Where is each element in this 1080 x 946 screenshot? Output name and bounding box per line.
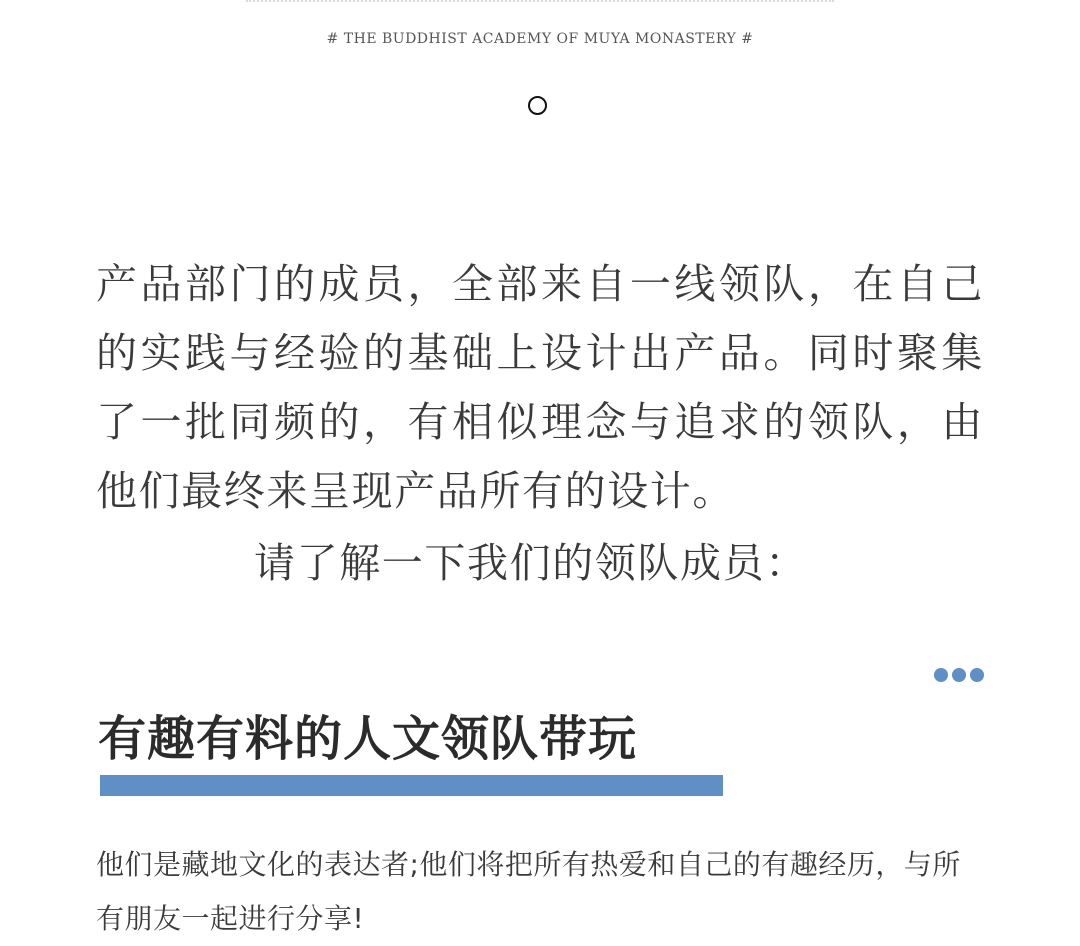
academy-title: # THE BUDDHIST ACADEMY OF MUYA MONASTERY # (326, 31, 754, 47)
top-divider (246, 0, 834, 5)
dot-icon (952, 668, 966, 682)
decorative-dots-icon (934, 668, 984, 682)
section-body-text: 他们是藏地文化的表达者;他们将把所有热爱和自己的有趣经历，与所有朋友一起进行分享! (96, 848, 961, 935)
intro-paragraph: 产品部门的成员，全部来自一线领队，在自己的实践与经验的基础上设计出产品。同时聚集了一批同频的，有相似理念与追求的领队，由他们最终来呈现产品所有的设计。 (96, 260, 984, 515)
heading-underline-bar (100, 775, 723, 796)
dot-icon (970, 668, 984, 682)
circle-ornament-icon (528, 96, 547, 115)
section-heading: 有趣有料的人文领队带玩 (98, 711, 638, 767)
invite-text: 请了解一下我们的领队成员： (254, 539, 808, 587)
dot-icon (934, 668, 948, 682)
